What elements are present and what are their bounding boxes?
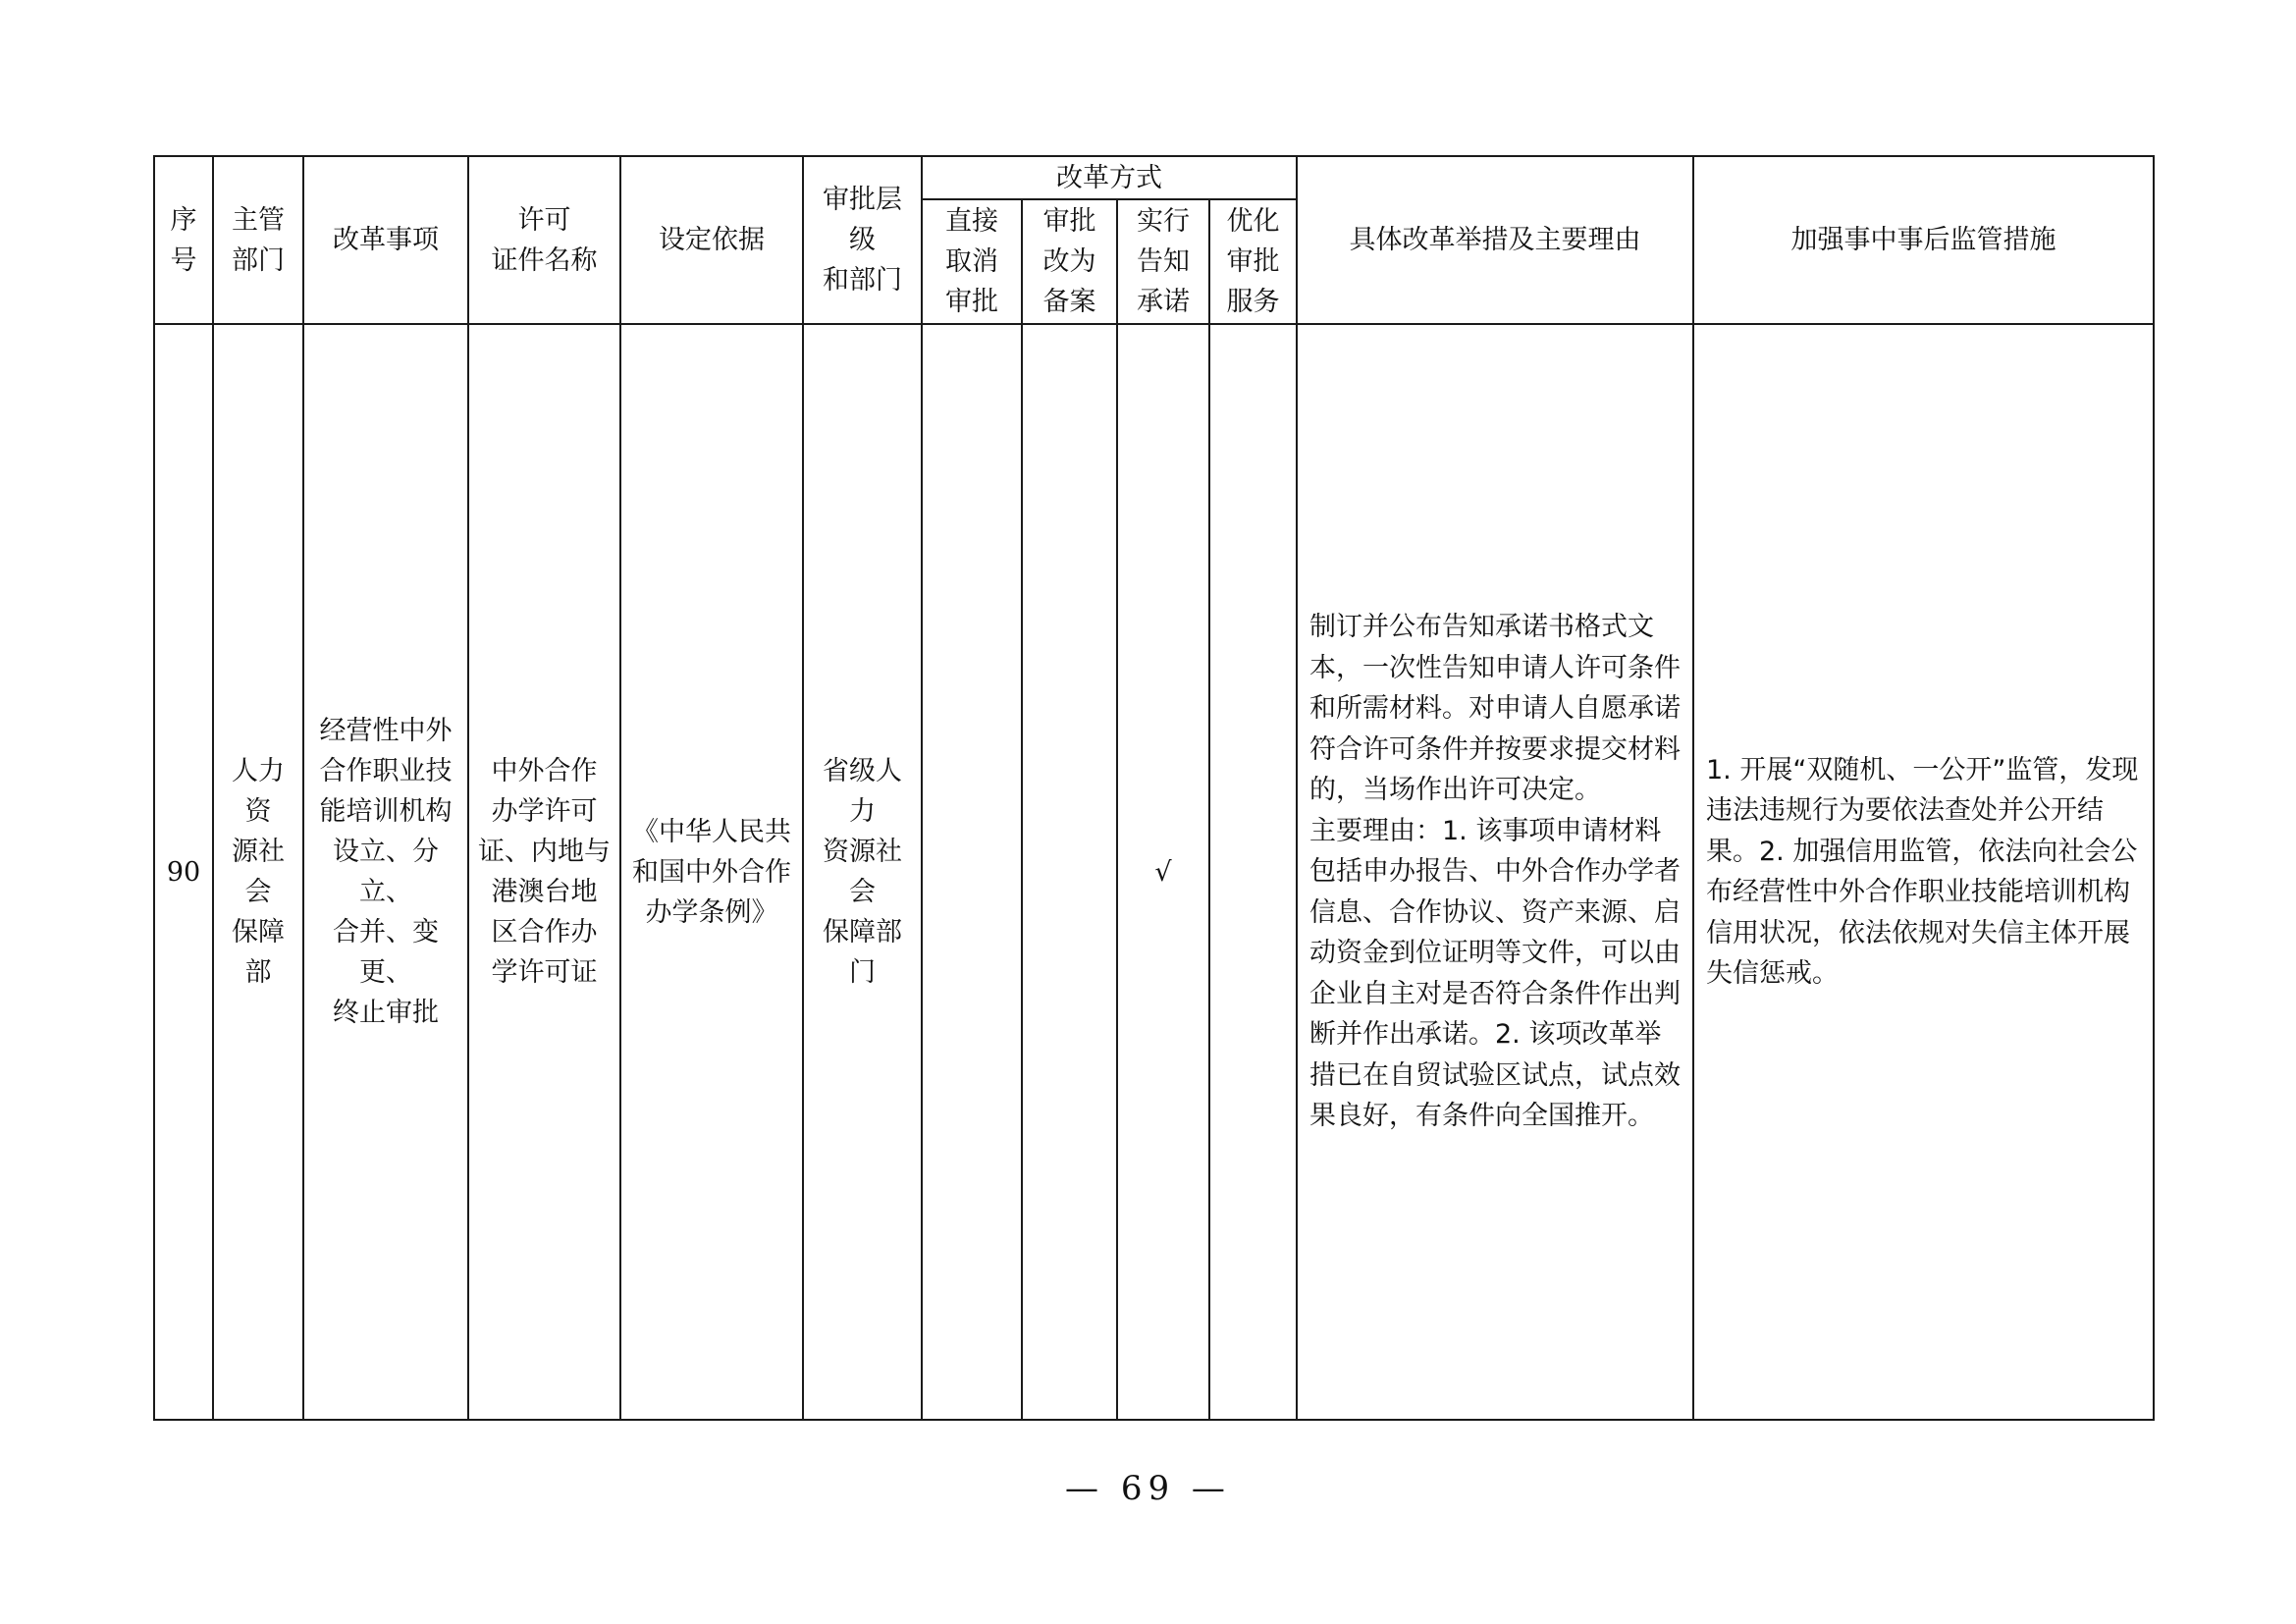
header-license: 许可 证件名称 bbox=[468, 156, 620, 324]
header-method-record: 审批 改为 备案 bbox=[1022, 199, 1117, 324]
header-method-optimize: 优化 审批 服务 bbox=[1209, 199, 1297, 324]
header-method-group: 改革方式 bbox=[922, 156, 1297, 199]
cell-method-optimize bbox=[1209, 324, 1297, 1420]
header-dept: 主管 部门 bbox=[213, 156, 303, 324]
cell-license: 中外合作 办学许可 证、内地与 港澳台地 区合作办 学许可证 bbox=[468, 324, 620, 1420]
header-basis: 设定依据 bbox=[620, 156, 803, 324]
cell-item: 经营性中外 合作职业技 能培训机构 设立、分立、 合并、变更、 终止审批 bbox=[303, 324, 468, 1420]
cell-dept: 人力资 源社会 保障部 bbox=[213, 324, 303, 1420]
header-item: 改革事项 bbox=[303, 156, 468, 324]
cell-seq: 90 bbox=[154, 324, 213, 1420]
cell-method-record bbox=[1022, 324, 1117, 1420]
cell-basis: 《中华人民共 和国中外合作 办学条例》 bbox=[620, 324, 803, 1420]
cell-method-cancel bbox=[922, 324, 1022, 1420]
header-seq: 序 号 bbox=[154, 156, 213, 324]
cell-supervision: 1. 开展“双随机、一公开”监管，发现违法违规行为要依法查处并公开结果。2. 加强信用监管，依法向社会公布经营性中外合作职业技能培训机构信用状况，依法依规对失信主体开展失信惩戒。 bbox=[1693, 324, 2154, 1420]
cell-level: 省级人力 资源社会 保障部门 bbox=[803, 324, 922, 1420]
header-level: 审批层级 和部门 bbox=[803, 156, 922, 324]
header-supervision: 加强事中事后监管措施 bbox=[1693, 156, 2154, 324]
header-method-cancel: 直接 取消 审批 bbox=[922, 199, 1022, 324]
cell-method-notify: √ bbox=[1117, 324, 1209, 1420]
cell-measures: 制订并公布告知承诺书格式文本，一次性告知申请人许可条件和所需材料。对申请人自愿承诺符合许可条件并按要求提交材料的，当场作出许可决定。 主要理由：1. 该事项申请材料包括申办报告、中外合作办学者信息、合作协议、资产来源、启动资金到位证明等文件，可以由企业自主对是否符合条件作出判断并作出承诺。2. 该项改革举措已在自贸试验区试点，试点效果良好，有条件向全国推开。 bbox=[1297, 324, 1693, 1420]
header-method-notify: 实行 告知 承诺 bbox=[1117, 199, 1209, 324]
reform-table bbox=[153, 155, 2155, 1421]
page-number: — 69 — bbox=[1065, 1469, 1231, 1508]
header-measures: 具体改革举措及主要理由 bbox=[1297, 156, 1693, 324]
table-row bbox=[154, 324, 2154, 1420]
